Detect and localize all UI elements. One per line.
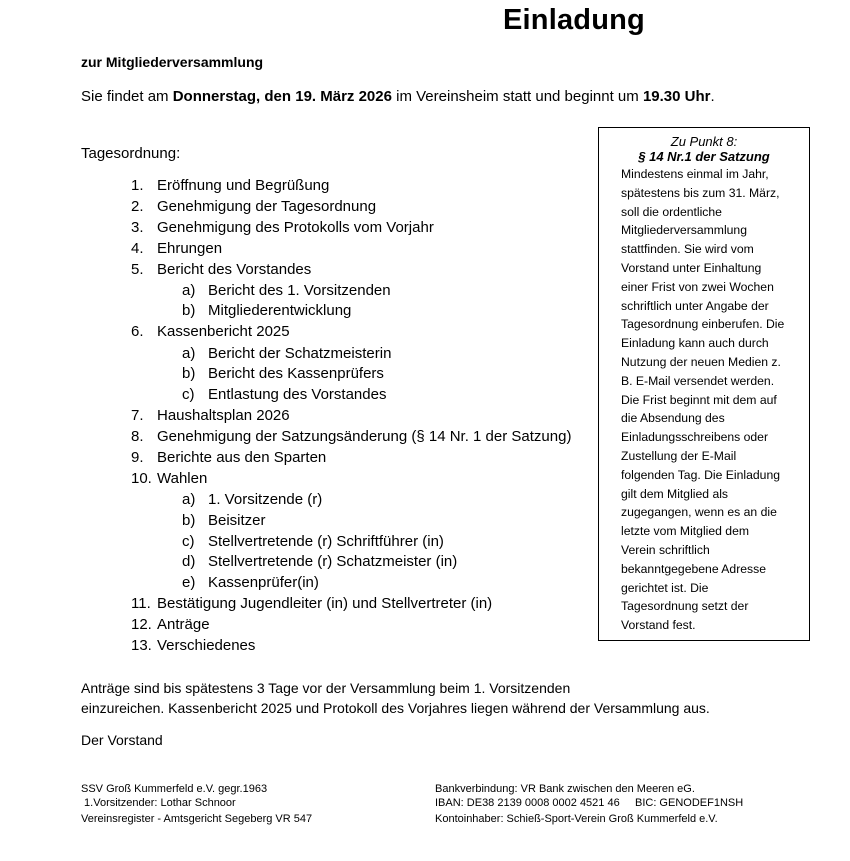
note-line: Verein schriftlich: [621, 542, 710, 557]
agenda-item-number: 13.: [131, 637, 152, 654]
subtitle: zur Mitgliederversammlung: [81, 54, 264, 70]
note-line: Tagesordnung setzt der: [621, 599, 749, 614]
agenda-item-number: b): [182, 365, 196, 382]
note-line: einer Frist von zwei Wochen: [621, 279, 774, 294]
note-line: Mindestens einmal im Jahr,: [621, 167, 769, 181]
statute-note-box: [598, 127, 810, 641]
agenda-item-number: 4.: [131, 240, 144, 257]
agenda-item-text: Haushaltsplan 2026: [157, 407, 290, 424]
agenda-heading: Tagesordnung:: [81, 145, 181, 162]
agenda-item-text: Berichte aus den Sparten: [157, 449, 327, 466]
note-line: schriftlich unter Angabe der: [621, 298, 769, 313]
note-line: stattfinden. Sie wird vom: [621, 242, 754, 257]
note-line: Vorstand unter Einhaltung: [621, 260, 762, 275]
agenda-item-text: Stellvertretende (r) Schatzmeister (in): [208, 553, 458, 570]
agenda-item-text: Wahlen: [157, 470, 208, 487]
agenda-item-text: Ehrungen: [157, 240, 223, 257]
agenda-item-number: 3.: [131, 219, 144, 236]
agenda-item-number: b): [182, 302, 196, 319]
meeting-time: 19.30 Uhr: [642, 88, 711, 105]
agenda-item-number: 10.: [131, 470, 152, 487]
note-line: die Absendung des: [621, 411, 725, 426]
agenda-item-number: b): [182, 512, 196, 529]
note-line: folgenden Tag. Die Einladung: [621, 467, 781, 482]
note-line: Mitgliederversammlung: [621, 223, 747, 238]
agenda-item-number: 8.: [131, 428, 144, 445]
agenda-item-number: 12.: [131, 616, 152, 633]
note-line: Zustellung der E-Mail: [621, 448, 737, 463]
agenda-item-number: 1.: [131, 177, 144, 194]
agenda-item-number: 5.: [131, 261, 144, 278]
agenda-item-text: Verschiedenes: [157, 637, 256, 654]
note-line: zugegangen, wenn es an die: [621, 505, 777, 520]
page-title: Einladung: [503, 4, 645, 36]
agenda-item-number: c): [182, 386, 195, 403]
agenda-item-text: Genehmigung der Satzungsänderung (§ 14 Nr. 1 der Satzung): [157, 428, 572, 445]
agenda-item-number: c): [182, 533, 195, 550]
note-line: Tagesordnung einberufen. Die: [621, 317, 785, 332]
agenda-item-text: Anträge: [157, 616, 210, 633]
footer-chairman: 1.Vorsitzender: Lothar Schnoor: [81, 797, 236, 809]
note-line: soll die ordentliche: [621, 204, 722, 219]
intro-prefix: Sie findet am: [81, 88, 173, 105]
note-heading: Zu Punkt 8:: [670, 134, 738, 149]
agenda-item-number: a): [182, 491, 196, 508]
agenda-item-text: Stellvertretende (r) Schriftführer (in): [208, 533, 444, 550]
agenda-item-text: Kassenbericht 2025: [157, 323, 290, 340]
note-line: Die Frist beginnt mit dem auf: [621, 392, 777, 407]
agenda-item-text: Entlastung des Vorstandes: [208, 386, 387, 403]
intro-suffix: .: [710, 88, 715, 105]
agenda-item-text: Bericht des 1. Vorsitzenden: [208, 282, 391, 299]
agenda-item-text: Beisitzer: [208, 512, 266, 529]
agenda-item-number: 6.: [131, 323, 144, 340]
note-line: gerichtet ist. Die: [621, 580, 709, 595]
note-line: B. E-Mail versendet werden.: [621, 373, 775, 388]
note-line: Einladungsschreibens oder: [621, 430, 769, 445]
footer-register: Vereinsregister - Amtsgericht Segeberg VR 547: [81, 813, 313, 825]
note-line: spätestens bis zum 31. März,: [621, 185, 780, 200]
note-line: Vorstand fest.: [621, 618, 696, 633]
agenda-item-number: 9.: [131, 449, 144, 466]
closing-line-2: einzureichen. Kassenbericht 2025 und Protokoll des Vorjahres liegen während der Versammlung aus.: [81, 700, 710, 716]
note-line: Nutzung der neuen Medien z.: [621, 354, 781, 369]
agenda-item-text: Bericht der Schatzmeisterin: [208, 345, 392, 362]
footer-account-holder: Kontoinhaber: Schieß-Sport-Verein Groß Kummerfeld e.V.: [435, 813, 718, 825]
agenda-item-number: e): [182, 574, 196, 591]
agenda-item-text: Eröffnung und Begrüßung: [157, 177, 330, 194]
note-line: Einladung kann auch durch: [621, 336, 769, 351]
agenda-item-number: 11.: [131, 595, 151, 612]
note-line: bekanntgegebene Adresse: [621, 561, 767, 576]
note-line: letzte vom Mitglied dem: [621, 524, 750, 539]
meeting-date: Donnerstag, den 19. März 2026: [172, 88, 392, 105]
agenda-item-text: Bericht des Kassenprüfers: [208, 365, 384, 382]
footer-club-name: SSV Groß Kummerfeld e.V. gegr.1963: [81, 783, 268, 795]
note-subheading: § 14 Nr.1 der Satzung: [638, 149, 770, 164]
intro-sentence: [81, 88, 715, 105]
agenda-item-number: 2.: [131, 198, 144, 215]
agenda-item-text: Mitgliederentwicklung: [208, 302, 352, 319]
agenda-item-text: 1. Vorsitzende (r): [208, 491, 323, 508]
agenda-item-text: Bericht des Vorstandes: [157, 261, 312, 278]
footer-iban-bic: IBAN: DE38 2139 0008 0002 4521 46 BIC: GENODEF1NSH: [435, 797, 744, 809]
intro-middle: im Vereinsheim statt und beginnt um: [391, 88, 643, 105]
agenda-item-text: Genehmigung der Tagesordnung: [157, 198, 377, 215]
agenda-item-text: Bestätigung Jugendleiter (in) und Stellvertreter (in): [157, 595, 493, 612]
note-line: gilt dem Mitglied als: [621, 486, 729, 501]
signature: Der Vorstand: [81, 732, 163, 748]
agenda-item-number: a): [182, 282, 196, 299]
agenda-item-text: Genehmigung des Protokolls vom Vorjahr: [157, 219, 434, 236]
footer-bank: Bankverbindung: VR Bank zwischen den Meeren eG.: [435, 783, 695, 795]
closing-line-1: Anträge sind bis spätestens 3 Tage vor der Versammlung beim 1. Vorsitzenden: [81, 680, 571, 696]
agenda-item-number: 7.: [131, 407, 144, 424]
agenda-item-text: Kassenprüfer(in): [208, 574, 319, 591]
agenda-item-number: a): [182, 345, 196, 362]
agenda-item-number: d): [182, 553, 196, 570]
